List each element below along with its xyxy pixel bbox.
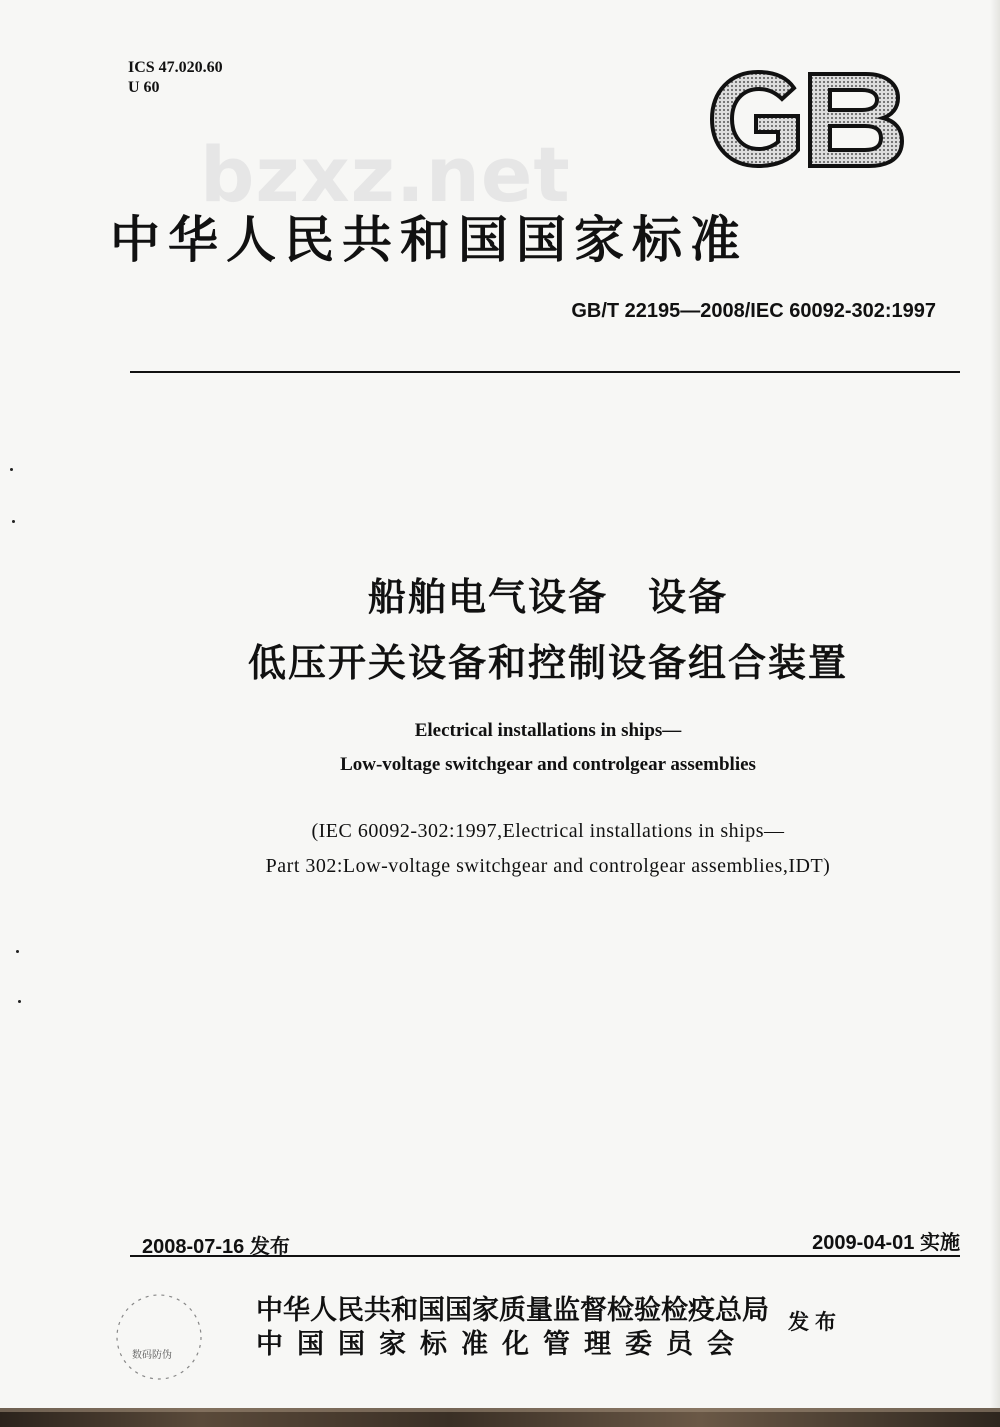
scan-page-edge	[990, 0, 1000, 1427]
ics-code: ICS 47.020.60	[128, 59, 223, 76]
scan-bottom-edge	[0, 1408, 1000, 1427]
chinese-title-line1: 船舶电气设备 设备	[367, 575, 728, 619]
anti-counterfeit-seal-icon	[112, 1290, 206, 1384]
watermark: bzxz.net	[200, 130, 571, 219]
classification-codes	[128, 58, 223, 98]
english-title-line2: Low-voltage switchgear and controlgear assemblies	[340, 754, 756, 775]
publish-label: 发布	[788, 1310, 842, 1334]
scan-speck	[18, 1000, 21, 1003]
bottom-divider	[130, 1255, 960, 1257]
english-title-line1: Electrical installations in ships—	[414, 720, 682, 741]
scan-speck	[16, 950, 19, 953]
gb-logo-icon	[706, 68, 906, 170]
scan-speck	[12, 520, 15, 523]
issuer-line2: 中国国家标准化管理委员会	[256, 1329, 748, 1360]
implementation-date: 2009-04-01 实施	[812, 1232, 960, 1254]
issue-date: 2008-07-16 发布	[142, 1236, 290, 1258]
standard-number: GB/T 22195—2008/IEC 60092-302:1997	[571, 300, 936, 322]
chinese-title-line2: 低压开关设备和控制设备组合装置	[247, 641, 848, 685]
scan-speck	[10, 468, 13, 471]
ccs-code: U 60	[128, 79, 160, 96]
iec-reference-line1: (IEC 60092-302:1997,Electrical installations in ships—	[311, 820, 785, 842]
top-divider	[130, 371, 960, 373]
iec-reference-line2: Part 302:Low-voltage switchgear and controlgear assemblies,IDT)	[265, 855, 831, 877]
issuer-line1: 中华人民共和国国家质量监督检验检疫总局	[256, 1295, 769, 1326]
national-standard-title: 中华人民共和国国家标准	[110, 211, 748, 269]
anti-counterfeit-seal-label: 数码防伪	[132, 1350, 172, 1361]
